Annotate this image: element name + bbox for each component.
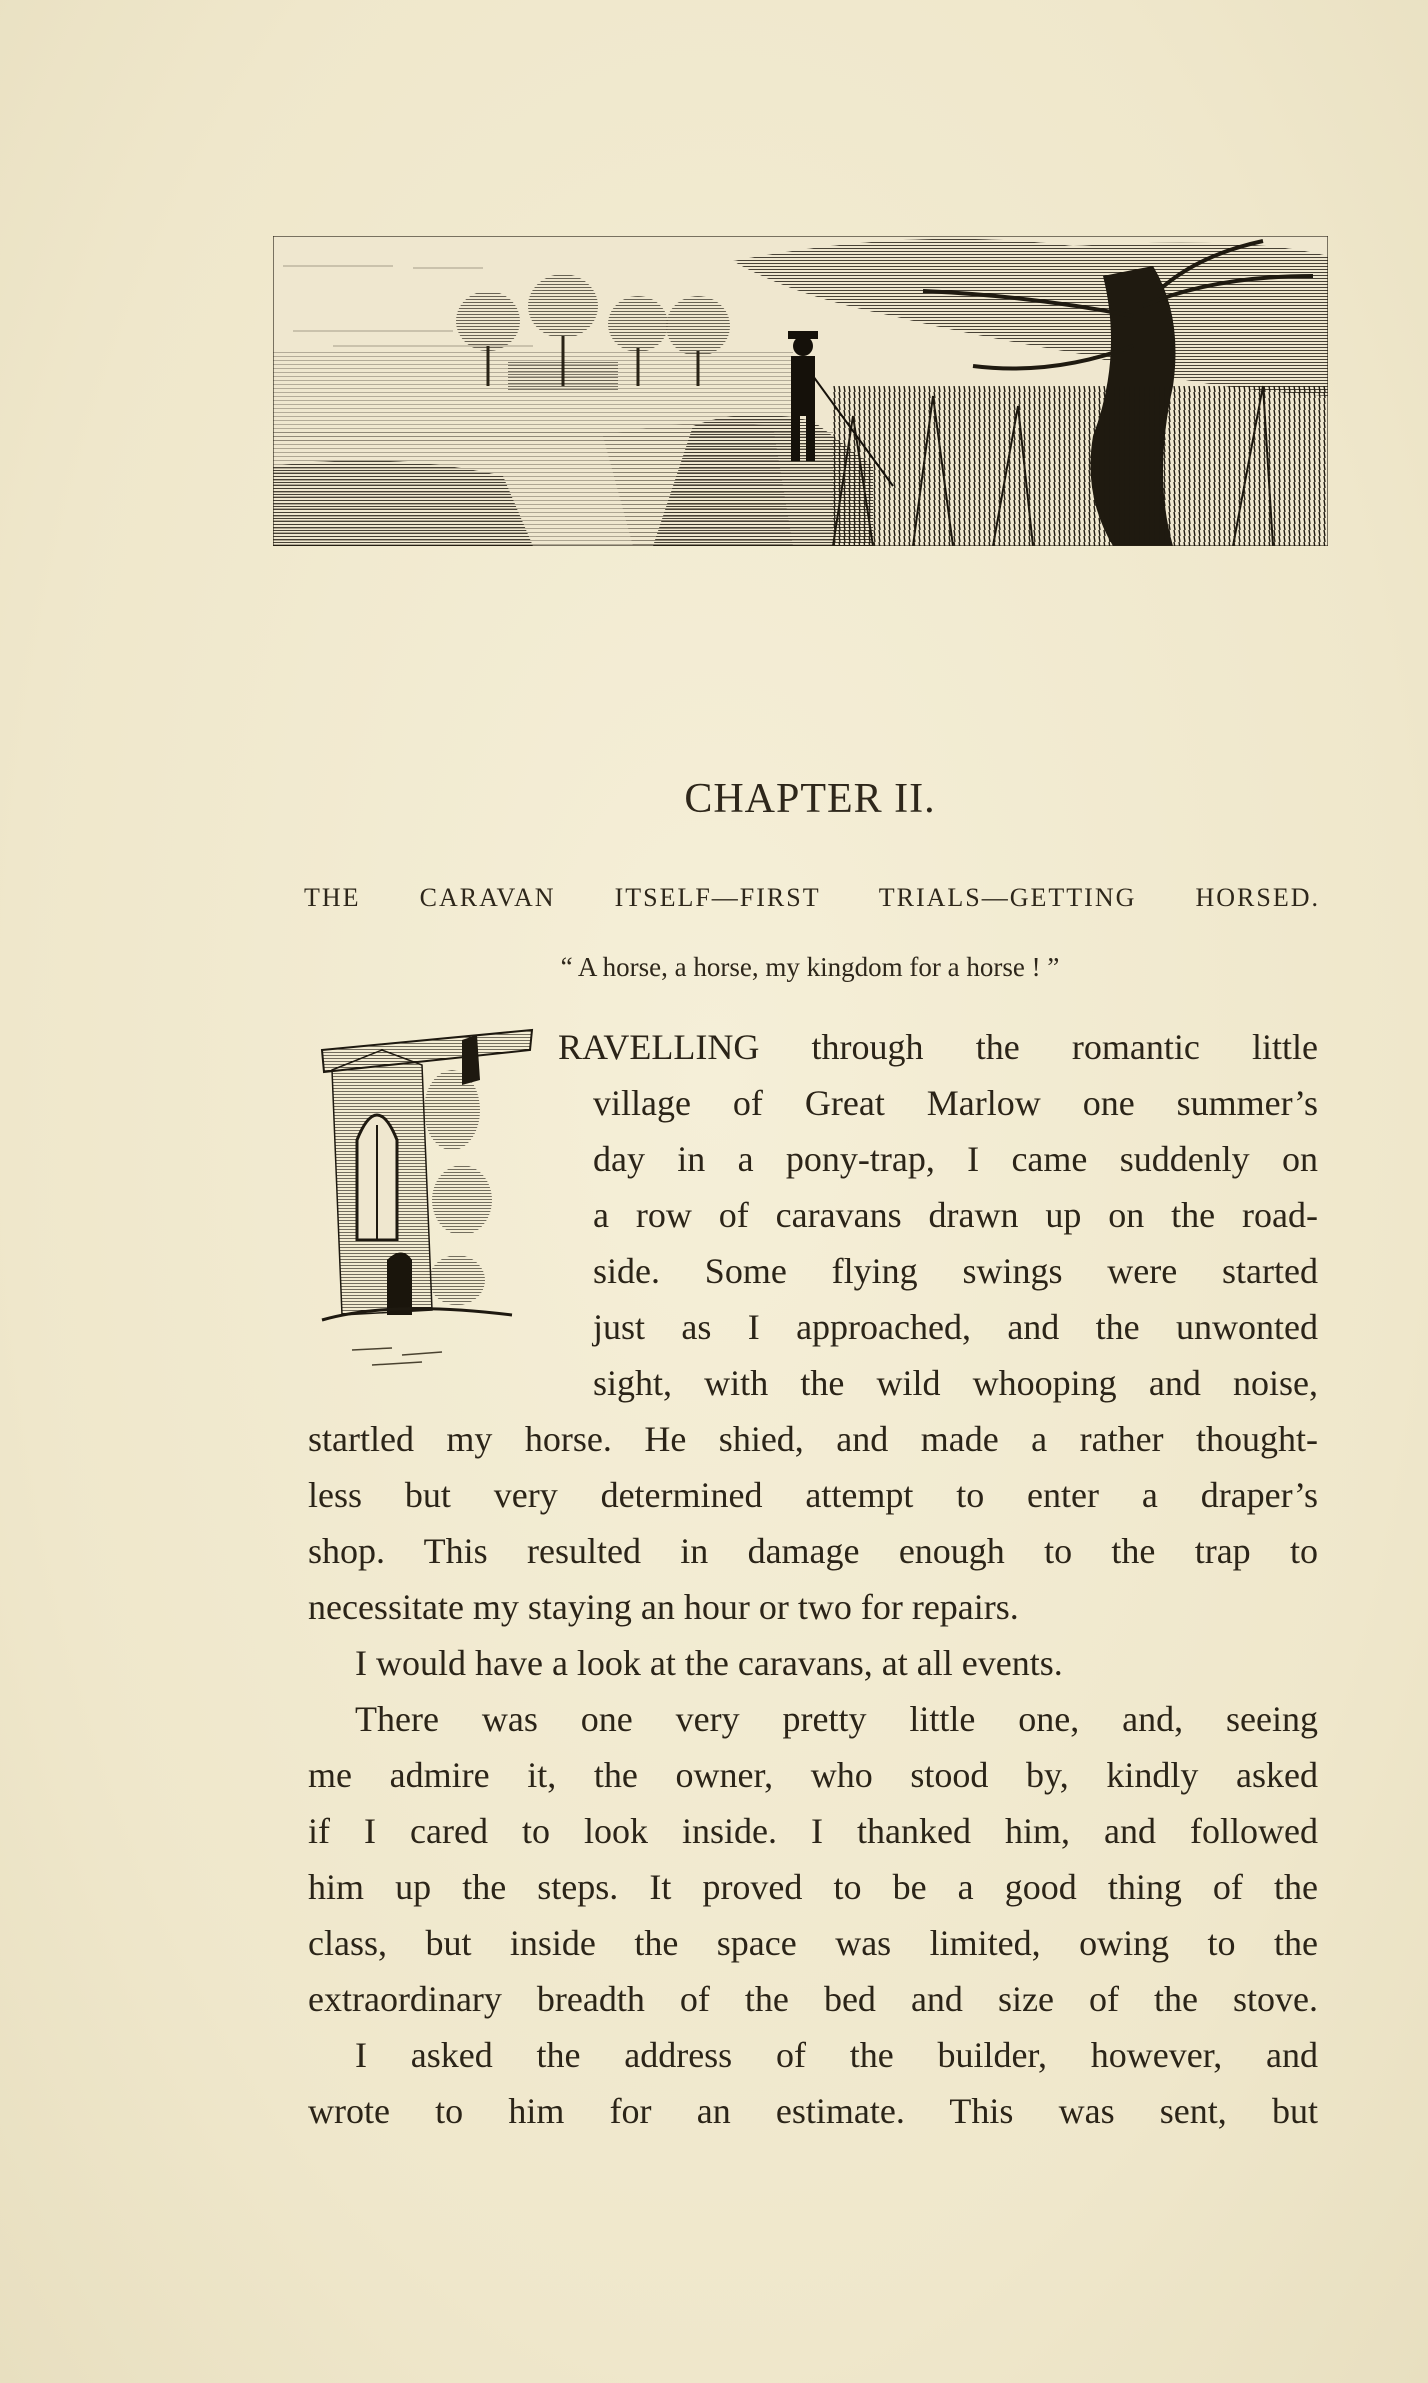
text-line: just as I approached, and the unwonted	[593, 1307, 1318, 1347]
river-landscape-engraving	[273, 236, 1328, 546]
text-line: side. Some flying swings were started	[593, 1251, 1318, 1291]
text-line: him up the steps. It proved to be a good thing of the	[308, 1867, 1318, 1907]
text-line: day in a pony-trap, I came suddenly on	[593, 1139, 1318, 1179]
text-line: There was one very pretty little one, and, seeing	[355, 1699, 1318, 1739]
text-line: village of Great Marlow one summer’s	[593, 1083, 1318, 1123]
text-line: class, but inside the space was limited, owing to the	[308, 1923, 1318, 1963]
text-line: I would have a look at the caravans, at all events.	[355, 1643, 1063, 1683]
text-line: shop. This resulted in damage enough to the trap to	[308, 1531, 1318, 1571]
epigraph: “ A horse, a horse, my kingdom for a horse ! ”	[560, 952, 1060, 982]
text-line: wrote to him for an estimate. This was sent, but	[308, 2091, 1318, 2131]
text-line: less but very determined attempt to enter a draper’s	[308, 1475, 1318, 1515]
text-line: me admire it, the owner, who stood by, kindly asked	[308, 1755, 1318, 1795]
text-line: sight, with the wild whooping and noise,	[593, 1363, 1318, 1403]
text-line: a row of caravans drawn up on the road-	[593, 1195, 1318, 1235]
text-line: extraordinary breadth of the bed and size of the stove.	[308, 1979, 1318, 2019]
text-line: RAVELLING through the romantic little	[558, 1027, 1318, 1067]
text-line: startled my horse. He shied, and made a rather thought-	[308, 1419, 1318, 1459]
chapter-subtitle: THE CARAVAN ITSELF—FIRST TRIALS—GETTING HORSED.	[304, 883, 1320, 912]
decorated-dropcap-t	[312, 1010, 537, 1405]
text-line: if I cared to look inside. I thanked him, and followed	[308, 1811, 1318, 1851]
text-line: necessitate my staying an hour or two for repairs.	[308, 1587, 1019, 1627]
text-line: I asked the address of the builder, however, and	[355, 2035, 1318, 2075]
chapter-heading: CHAPTER II.	[684, 776, 936, 822]
